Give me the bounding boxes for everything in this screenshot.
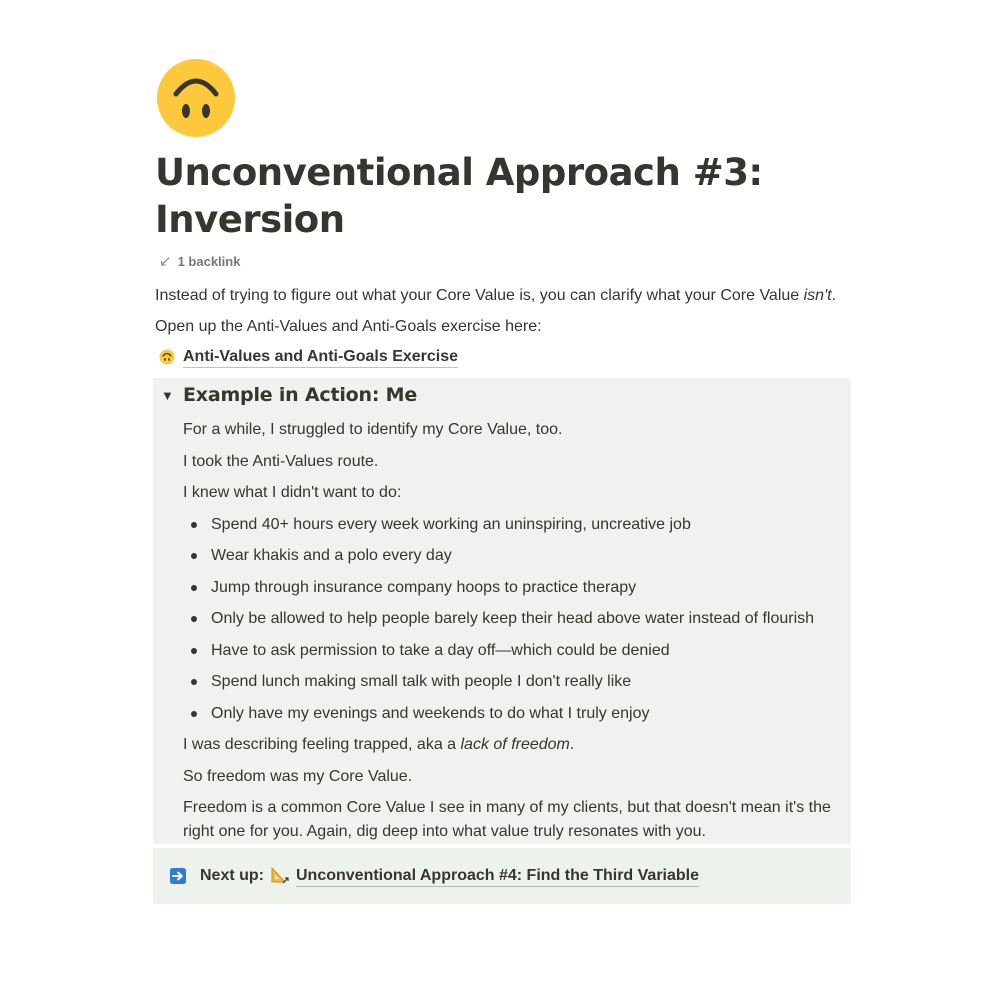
upside-down-face-icon — [159, 349, 175, 365]
upside-down-face-icon[interactable] — [156, 58, 236, 138]
toggle-paragraph: So freedom was my Core Value. — [183, 767, 413, 785]
bullet-dot — [191, 553, 197, 559]
backlinks-button[interactable] — [159, 251, 852, 271]
bullet-dot — [191, 711, 197, 717]
bullet-text: Only be allowed to help people barely keep their head above water instead of flourish — [211, 610, 815, 627]
bullet-text: Have to ask permission to take a day off—which could be denied — [211, 641, 670, 659]
intro-paragraph-1 — [155, 284, 852, 308]
bullet-text: Spend lunch making small talk with people I don't really like — [211, 673, 632, 690]
bullet-item — [183, 639, 833, 663]
bullet-item — [183, 607, 833, 631]
next-up-page-link[interactable]: Unconventional Approach #4: Find the Third Variable — [296, 866, 699, 887]
bullet-item — [183, 513, 833, 537]
bullet-item — [183, 544, 833, 568]
callout-label: Next up: — [200, 867, 264, 884]
anti-values-page-link[interactable]: Anti-Values and Anti-Goals Exercise — [183, 347, 458, 368]
bullet-dot — [191, 522, 197, 528]
toggle-body — [183, 418, 833, 852]
anti-values-link-row[interactable] — [155, 345, 852, 369]
right-arrow-icon — [170, 868, 186, 884]
toggle-paragraph: I knew what I didn't want to do: — [183, 484, 402, 501]
page-title-line-1: Unconventional Approach #3: — [155, 151, 763, 194]
toggle-heading-block — [153, 378, 851, 844]
toggle-paragraph-emphasis: lack of freedom — [460, 736, 570, 753]
intro-paragraph-1-emphasis: isn't — [803, 287, 832, 304]
toggle-paragraph — [183, 733, 833, 757]
bullet-text: Jump through insurance company hoops to practice therapy — [211, 578, 637, 596]
toggle-paragraph: I took the Anti-Values route. — [183, 452, 379, 470]
bullet-item — [183, 576, 833, 600]
intro-paragraph-1-end: . — [831, 287, 837, 304]
bullet-text: Wear khakis and a polo every day — [211, 547, 452, 564]
bullet-dot — [191, 648, 197, 654]
bullet-dot — [191, 585, 197, 591]
toggle-heading-text: Example in Action: Me — [183, 384, 418, 406]
backlink-count: 1 backlink — [177, 253, 241, 269]
toggle-paragraph: For a while, I struggled to identify my Core Value, too. — [183, 421, 563, 438]
arrow-down-left-icon: ↙ — [159, 253, 172, 270]
anti-values-bullet-list — [183, 513, 833, 726]
bullet-dot — [191, 616, 197, 622]
page-title — [155, 149, 852, 243]
bullet-text: Only have my evenings and weekends to do what I truly enjoy — [211, 704, 650, 722]
intro-paragraph-1-text: Instead of trying to figure out what your Core Value is, you can clarify what your Core Value — [155, 287, 804, 304]
page-content — [155, 58, 852, 369]
bullet-item — [183, 702, 833, 726]
next-up-callout — [153, 848, 851, 904]
bullet-item — [183, 670, 833, 694]
intro-paragraph-2: Open up the Anti-Values and Anti-Goals exercise here: — [155, 318, 542, 335]
page-title-line-2: Inversion — [155, 198, 345, 241]
toggle-paragraph: Freedom is a common Core Value I see in many of my clients, but that doesn't mean it's the right one for you. Again, dig deep into what value truly resonates with you. — [183, 799, 831, 840]
toggle-triangle-down-icon[interactable]: ▼ — [161, 387, 174, 403]
toggle-paragraph-text: I was describing feeling trapped, aka a — [183, 736, 461, 753]
bullet-dot — [191, 679, 197, 685]
triangular-ruler-icon — [270, 866, 290, 886]
toggle-paragraph-end: . — [569, 736, 575, 753]
toggle-heading[interactable] — [161, 384, 417, 406]
bullet-text: Spend 40+ hours every week working an uninspiring, uncreative job — [211, 515, 691, 533]
